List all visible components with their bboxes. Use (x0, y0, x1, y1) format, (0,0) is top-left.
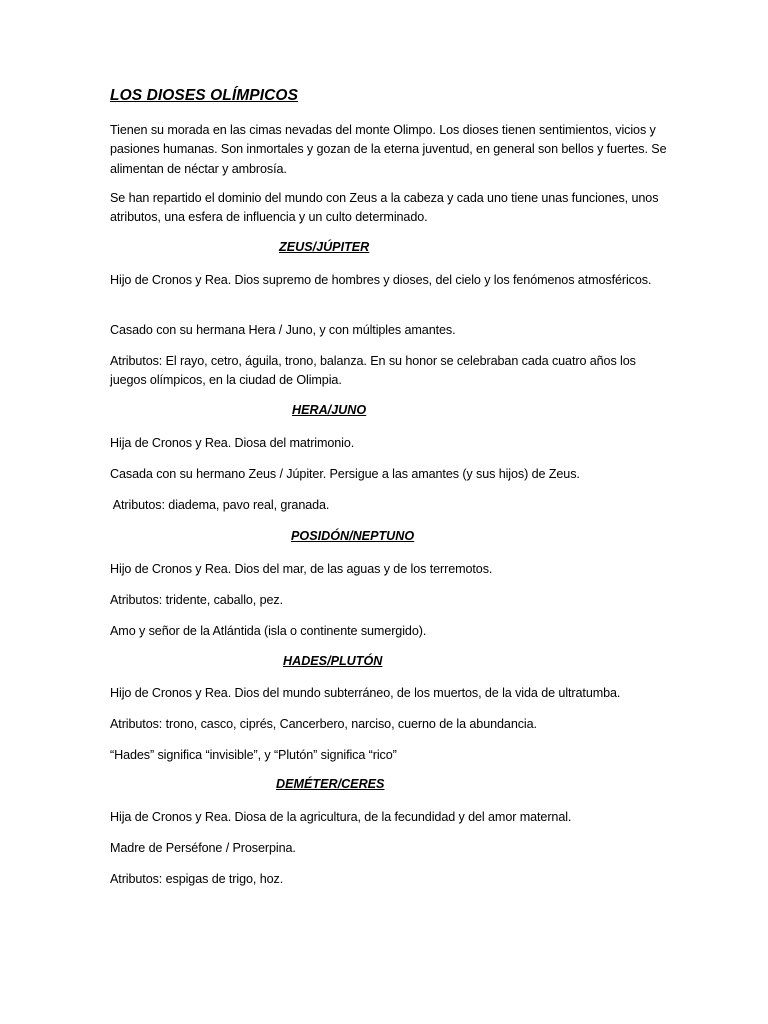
section-paragraph: Hija de Cronos y Rea. Diosa del matrimonio. (110, 436, 355, 450)
section-heading-hades: HADES/PLUTÓN (283, 654, 383, 668)
section-paragraph: Casado con su hermana Hera / Juno, y con múltiples amantes. (110, 323, 456, 337)
section-heading-posidon: POSIDÓN/NEPTUNO (291, 529, 415, 543)
section-paragraph: Hija de Cronos y Rea. Diosa de la agricultura, de la fecundidad y del amor maternal. (110, 810, 572, 824)
intro-paragraph: Se han repartido el dominio del mundo con Zeus a la cabeza y cada uno tiene unas funciones, unos atributos, una esfera de influencia y un culto determinado. (110, 191, 659, 225)
section-paragraph: “Hades” significa “invisible”, y “Plutón” significa “rico” (110, 748, 397, 762)
intro-paragraph: Tienen su morada en las cimas nevadas del monte Olimpo. Los dioses tienen sentimientos, vicios y pasiones humanas. Son inmortales y gozan de la eterna juventud, en general son bellos y fuertes. Se alimentan de néctar y ambrosía. (110, 123, 667, 176)
section-paragraph: Hijo de Cronos y Rea. Dios del mundo subterráneo, de los muertos, de la vida de ultratumba. (110, 686, 621, 700)
section-paragraph: Atributos: diadema, pavo real, granada. (110, 498, 330, 512)
section-paragraph: Atributos: El rayo, cetro, águila, trono, balanza. En su honor se celebraban cada cuatro años los juegos olímpicos, en la ciudad de Olimpia. (110, 354, 636, 388)
section-paragraph: Madre de Perséfone / Proserpina. (110, 841, 296, 855)
section-paragraph: Atributos: espigas de trigo, hoz. (110, 872, 284, 886)
section-paragraph: Amo y señor de la Atlántida (isla o continente sumergido). (110, 624, 427, 638)
section-heading-zeus: ZEUS/JÚPITER (279, 240, 370, 254)
section-paragraph: Atributos: tridente, caballo, pez. (110, 593, 284, 607)
section-paragraph: Casada con su hermano Zeus / Júpiter. Persigue a las amantes (y sus hijos) de Zeus. (110, 467, 580, 481)
section-paragraph: Hijo de Cronos y Rea. Dios supremo de hombres y dioses, del cielo y los fenómenos atmosféricos. (110, 273, 652, 287)
document-title: LOS DIOSES OLÍMPICOS (110, 87, 299, 104)
section-paragraph: Hijo de Cronos y Rea. Dios del mar, de las aguas y de los terremotos. (110, 562, 493, 576)
section-heading-demeter: DEMÉTER/CERES (276, 777, 385, 791)
section-paragraph: Atributos: trono, casco, ciprés, Cancerbero, narciso, cuerno de la abundancia. (110, 717, 537, 731)
section-heading-hera: HERA/JUNO (292, 403, 367, 417)
